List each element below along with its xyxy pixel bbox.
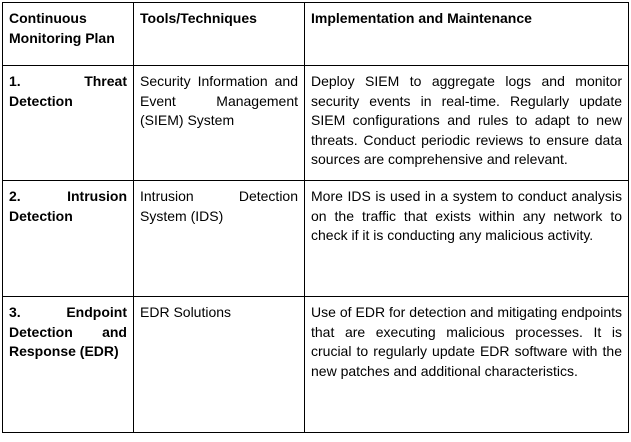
monitoring-plan-table — [2, 2, 629, 433]
header-plan: Continuous Monitoring Plan — [3, 3, 134, 66]
implementation-cell: Use of EDR for detection and mitigating endpoints that are executing malicious processes. It is crucial to regularly update EDR software with the new patches and additional characteristics. — [305, 297, 629, 433]
table-row — [3, 66, 629, 181]
tool-cell: Security Information and Event Management (SIEM) System — [134, 66, 305, 181]
plan-cell: 2. Intrusion Detection — [3, 181, 134, 297]
table-row — [3, 297, 629, 433]
table-row — [3, 181, 629, 297]
implementation-cell: Deploy SIEM to aggregate logs and monitor security events in real-time. Regularly update SIEM configurations and rules to adapt to new threats. Conduct periodic reviews to ensure data sources are comprehensive and relevant. — [305, 66, 629, 181]
tool-cell: EDR Solutions — [134, 297, 305, 433]
plan-cell: 3. Endpoint Detection and Response (EDR) — [3, 297, 134, 433]
header-implementation: Implementation and Maintenance — [305, 3, 629, 66]
plan-cell: 1. Threat Detection — [3, 66, 134, 181]
header-tools: Tools/Techniques — [134, 3, 305, 66]
table-header-row — [3, 3, 629, 66]
tool-cell: Intrusion Detection System (IDS) — [134, 181, 305, 297]
implementation-cell: More IDS is used in a system to conduct analysis on the traffic that exists within any network to check if it is conducting any malicious activity. — [305, 181, 629, 297]
